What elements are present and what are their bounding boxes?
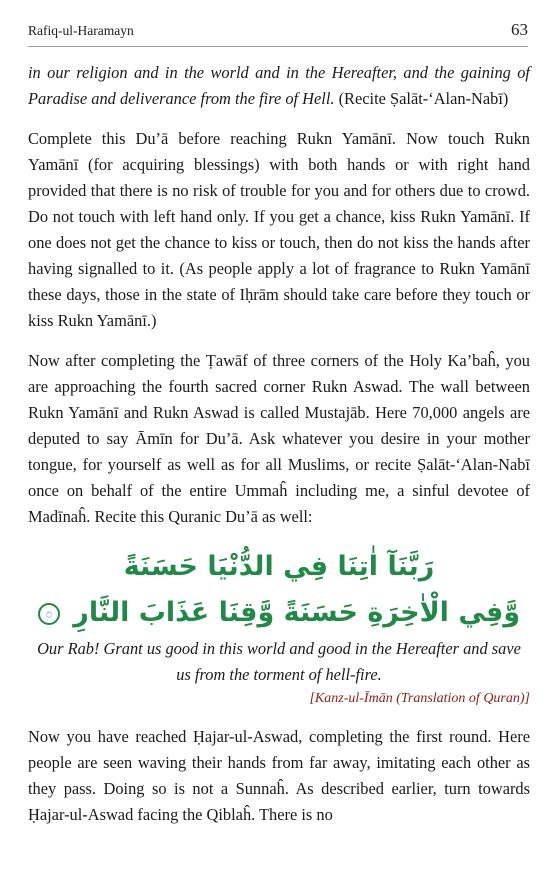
book-title: Rafiq-ul-Haramayn [28,23,134,38]
intro-paragraph [28,60,530,112]
intro-italic-text: in our religion and in the world and in the Hereafter, and the gaining of Paradise and deliverance from the fire of Hell. [28,63,530,108]
page-number: 63 [511,20,528,39]
quran-dua-line-2: وَّفِي الْاٰخِرَةِ حَسَنَةً وَّقِنَا عَذَابَ النَّارِ [73,597,521,628]
paragraph-rukn-yamani: Complete this Du’ā before reaching Rukn Yamānī. Now touch Rukn Yamānī (for acquiring blessings) with both hands or with right hand provided that there is no risk of trouble for you and for others due to crowd. Do not touch with left hand only. If you get a chance, kiss Rukn Yamānī. If one does not get the chance to kiss or touch, then do not kiss the hands after having signalled to it. (As people apply a lot of fragrance to Rukn Yamānī these days, those in the state of Iḥrām should take care before they touch or kiss Rukn Yamānī.) [28,129,530,330]
recite-note: (Recite Ṣalāt-‘Alan-Nabī) [334,89,509,108]
paragraph-mustajab: Now after completing the Ṭawāf of three corners of the Holy Ka’baĥ, you are approaching the fourth sacred corner Rukn Aswad. The wall between Rukn Yamānī and Rukn Aswad is called Mustajāb. Here 70,000 angels are deputed to say Āmīn for Du’ā. Ask whatever you desire in your mother tongue, for yourself as well as for all Muslims, or recite Ṣalāt-‘Alan-Nabī once on behalf of the entire Ummaĥ including me, a sinful devotee of Madīnaĥ. Recite this Quranic Du’ā as well: [28,351,530,526]
verse-end-icon: ۝ [38,603,60,625]
translation-reference: [Kanz-ul-Īmān (Translation of Quran)] [309,691,530,706]
page-header [28,20,528,47]
dua-translation: Our Rab! Grant us good in this world and good in the Hereafter and save us from the torment of hell-fire. [37,639,521,684]
page-body [28,60,530,828]
quran-dua-line-2-wrapper [28,590,530,636]
quran-dua-line-1: رَبَّنَآ اٰتِنَا فِي الدُّنْيَا حَسَنَةً [123,551,435,582]
paragraph-hajar-ul-aswad: Now you have reached Ḥajar-ul-Aswad, completing the first round. Here people are seen waving their hands from far away, imitating each other as they pass. Doing so is not a Sunnaĥ. As described earlier, turn towards Ḥajar-ul-Aswad facing the Qiblaĥ. There is no [28,727,530,824]
